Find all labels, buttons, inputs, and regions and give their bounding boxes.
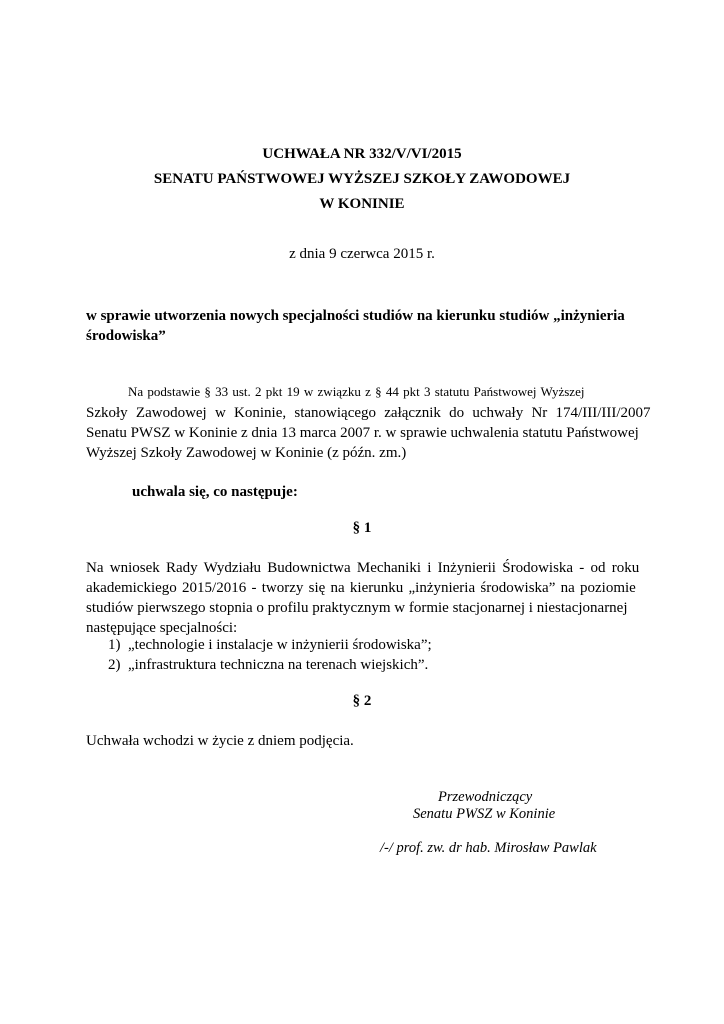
list-item: 2) „infrastruktura techniczna na terenach wiejskich”.	[108, 657, 429, 673]
list-item: 1) „technologie i instalacje w inżynierii środowiska”;	[108, 637, 432, 653]
section-1-line-4: następujące specjalności:	[86, 620, 238, 636]
basis-line-3: Senatu PWSZ w Koninie z dnia 13 marca 2007 r. w sprawie uchwalenia statutu Państwowej	[86, 425, 639, 441]
section-1-line-3: studiów pierwszego stopnia o profilu praktycznym w formie stacjonarnej i niestacjonarnej	[86, 600, 628, 616]
senate-name: SENATU PAŃSTWOWEJ WYŻSZEJ SZKOŁY ZAWODOWEJ	[153, 171, 571, 187]
signature-name: /-/ prof. zw. dr hab. Mirosław Pawlak	[380, 840, 597, 856]
resolves-phrase: uchwala się, co następuje:	[132, 484, 298, 500]
resolution-date: z dnia 9 czerwca 2015 r.	[289, 246, 435, 262]
section-2-heading: § 2	[352, 693, 372, 709]
basis-line-2: Szkoły Zawodowej w Koninie, stanowiącego załącznik do uchwały Nr 174/III/III/2007	[86, 405, 651, 421]
city-name: W KONINIE	[319, 196, 405, 212]
section-1-heading: § 1	[352, 520, 372, 536]
section-1-line-1: Na wniosek Rady Wydziału Budownictwa Mechaniki i Inżynierii Środowiska - od roku	[86, 560, 640, 576]
section-2-text: Uchwała wchodzi w życie z dniem podjęcia.	[86, 733, 354, 749]
subject-line-2: środowiska”	[86, 328, 166, 344]
basis-line-1: Na podstawie § 33 ust. 2 pkt 19 w związku z § 44 pkt 3 statutu Państwowej Wyższej	[128, 384, 585, 399]
section-1-line-2: akademickiego 2015/2016 - tworzy się na kierunku „inżynieria środowiska” na poziomie	[86, 580, 636, 596]
signature-body: Senatu PWSZ w Koninie	[413, 806, 556, 822]
signature-role: Przewodniczący	[438, 789, 533, 805]
basis-line-4: Wyższej Szkoły Zawodowej w Koninie (z późn. zm.)	[86, 445, 407, 461]
subject-line-1: w sprawie utworzenia nowych specjalności studiów na kierunku studiów „inżynieria	[86, 308, 625, 324]
resolution-number: UCHWAŁA NR 332/V/VI/2015	[262, 146, 462, 162]
